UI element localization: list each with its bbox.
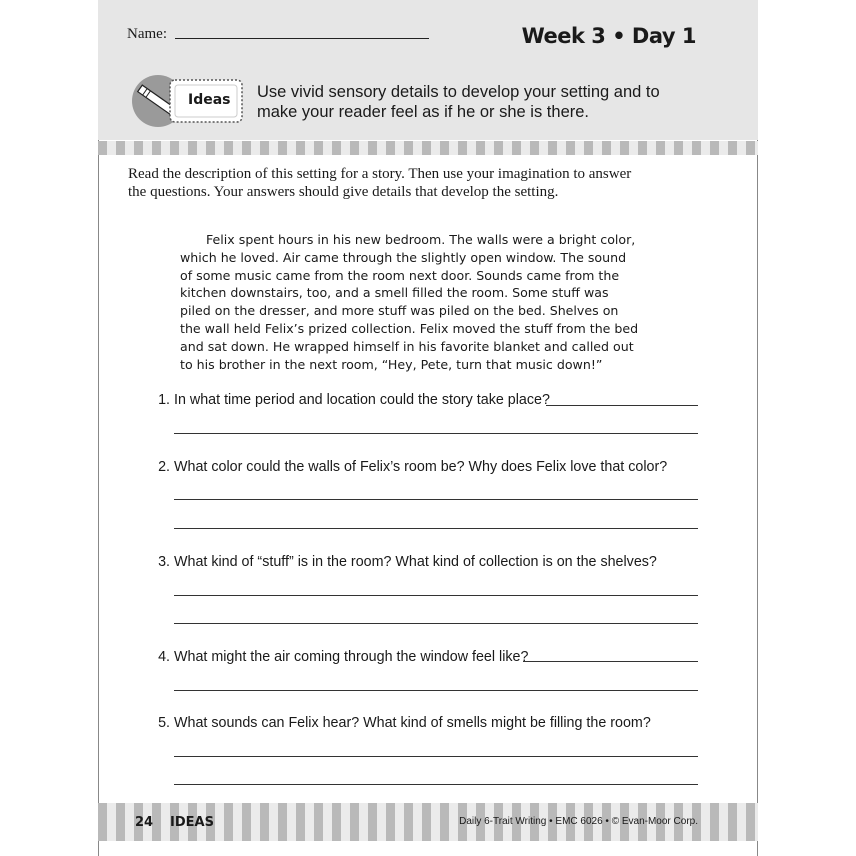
question-number: 3. [158, 554, 170, 570]
footer-section: IDEAS [170, 815, 214, 830]
ideas-badge [128, 73, 246, 129]
question-text: What sounds can Felix hear? What kind of smells might be filling the room? [174, 715, 651, 731]
question-text: What kind of “stuff” is in the room? What kind of collection is on the shelves? [174, 554, 657, 570]
answer-line[interactable] [174, 690, 698, 691]
intro-text: Use vivid sensory details to develop your setting and to make your reader feel as if he or she is there. [257, 83, 660, 121]
question-text: In what time period and location could the story take place? [174, 392, 550, 408]
question-text: What might the air coming through the window feel like? [174, 649, 529, 665]
question-number: 2. [158, 459, 170, 475]
instructions: Read the description of this setting for a story. Then use your imagination to answer the questions. Your answers should give details that develop the setting. [128, 166, 632, 200]
answer-line[interactable] [174, 433, 698, 434]
answer-line[interactable] [174, 528, 698, 529]
question-number: 4. [158, 649, 170, 665]
answer-line[interactable] [523, 661, 698, 662]
answer-line[interactable] [174, 756, 698, 757]
week-day-title: Week 3 • Day 1 [521, 24, 696, 48]
question-number: 5. [158, 715, 170, 731]
name-line [175, 38, 429, 39]
answer-line[interactable] [546, 405, 698, 406]
answer-line[interactable] [174, 623, 698, 624]
stripe-band [98, 141, 758, 155]
answer-line[interactable] [174, 595, 698, 596]
answer-line[interactable] [174, 499, 698, 500]
question-text: What color could the walls of Felix’s room be? Why does Felix love that color? [174, 459, 668, 475]
footer-credit: Daily 6-Trait Writing • EMC 6026 • © Evan-Moor Corp. [459, 816, 698, 827]
answer-line[interactable] [174, 784, 698, 785]
question-number: 1. [158, 392, 170, 408]
story-passage [180, 231, 640, 373]
name-label: Name: [127, 26, 167, 42]
ideas-badge-label: Ideas [188, 92, 231, 108]
page-number: 24 [135, 815, 154, 830]
passage-text: Felix spent hours in his new bedroom. The walls were a bright color, which he loved. Air came through the slightly open window. The sound of some music came from the room next door. Sounds came from the kitchen downstairs, too, and a smell filled the room. Some stuff was piled on the dresser, and more stuff was piled on the bed. Shelves on the wall held Felix’s prized collection. Felix moved the stuff from the bed and sat down. He wrapped himself in his favorite blanket and called out to his brother in the next room, “Hey, Pete, turn that music down!” [180, 232, 639, 372]
